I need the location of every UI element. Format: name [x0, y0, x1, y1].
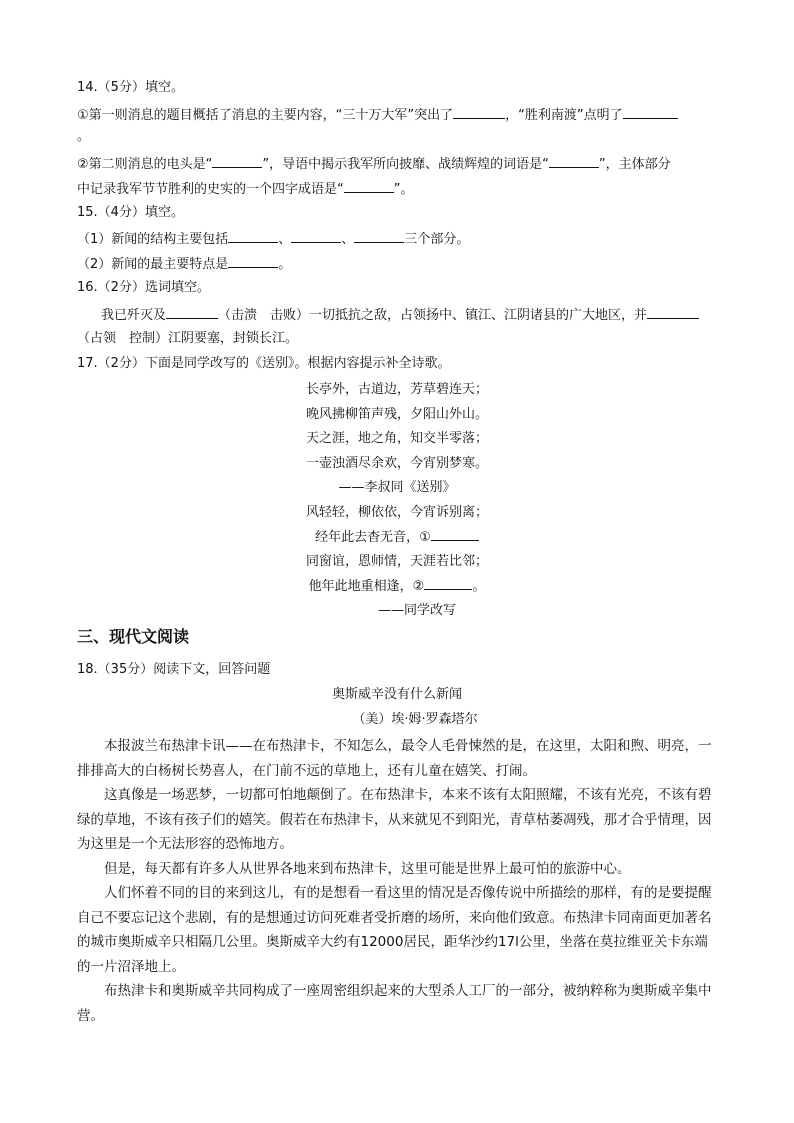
- q15-blank-3[interactable]: [354, 228, 404, 243]
- q16-line1: [101, 304, 699, 326]
- q14-line3: [77, 178, 414, 200]
- q14-text: 中记录我军节节胜利的史实的一个四字成语是“: [77, 182, 344, 197]
- poem-blank-2[interactable]: [424, 575, 472, 590]
- poem-line: 天之涯，地之角，知交半零落；: [305, 431, 488, 447]
- q14-text: ，“胜利南渡”点明了: [505, 108, 623, 123]
- article-paragraph: 但是，每天都有许多人从世界各地来到布热津卡，这里可能是世界上最可怕的旅游中心。: [104, 860, 631, 877]
- q14-blank-3[interactable]: [212, 153, 262, 168]
- article-paragraph: 人们怀着不同的目的来到这儿，有的是想看一看这里的情况是否像传说中所描绘的那样，有的是要提醒自己不要忘记这个悲剧，有的是想通过访问死难者受折磨的场所，来向他们致意。布热津卡同南面更加著名的城市奥斯威辛只相隔几公里。奥斯威辛大约有12000居民，距华沙约17l公里，坐落在莫拉维亚关卡东端的一片沼泽地上。: [77, 885, 712, 975]
- poem-attribution: ——同学改写: [377, 603, 456, 619]
- poem-original: [0, 378, 794, 624]
- q14-blank-5[interactable]: [344, 178, 394, 193]
- poem-line: [0, 575, 794, 600]
- q15-line2: [77, 253, 291, 275]
- q14-text: ②第二则消息的电头是“: [77, 157, 213, 172]
- poem-line: 同窗谊，恩师情，天涯若比邻；: [305, 554, 488, 570]
- poem-line: 晚风拂柳笛声残，夕阳山外山。: [305, 406, 488, 422]
- poem-line: 风轻轻，柳依依，今宵诉别离；: [305, 504, 488, 520]
- section-title: 三、现代文阅读: [77, 627, 190, 646]
- poem-text: 。: [472, 578, 486, 594]
- article-author: （美）埃·姆·罗森塔尔: [352, 712, 478, 727]
- q16-header: 16.（2分）选词填空。: [77, 280, 210, 295]
- q15-blank-1[interactable]: [228, 228, 278, 243]
- q15-blank-2[interactable]: [291, 228, 341, 243]
- q15-text: 、: [341, 232, 355, 247]
- q16-blank-2[interactable]: [647, 304, 699, 319]
- poem-blank-1[interactable]: [431, 526, 479, 541]
- article-body: [77, 734, 717, 1028]
- q14-blank-2[interactable]: [623, 104, 678, 119]
- q15-blank-4[interactable]: [228, 253, 278, 268]
- q15-text: 三个部分。: [404, 232, 470, 247]
- q14-text: ①第一则消息的题目概括了消息的主要内容，“三十万大军”突出了: [77, 108, 454, 123]
- q15-line1: [77, 228, 469, 250]
- q14-line1-end: 。: [77, 129, 91, 144]
- q15-text: 、: [278, 232, 292, 247]
- article-paragraph: 这真像是一场恶梦，一切都可怕地颠倒了。在布热津卡，本来不该有太阳照耀，不该有光亮，不该有碧绿的草地，不该有孩子们的嬉笑。假若在布热津卡，从来就见不到阳光，青草枯萎凋残，那才合乎情理，因为这里是一个无法形容的恐怖地方。: [77, 787, 712, 852]
- q16-text: （击溃 击败）一切抵抗之敌，占领扬中、镇江、江阴诸县的广大地区，并: [218, 308, 648, 323]
- poem-text: 他年此地重相逢，②: [308, 578, 425, 594]
- article-paragraph: 布热津卡和奥斯威辛共同构成了一座周密组织起来的大型杀人工厂的一部分，被纳粹称为奥斯威辛集中营。: [77, 983, 712, 1024]
- q17-header: 17.（2分）下面是同学改写的《送别》。根据内容提示补全诗歌。: [77, 356, 451, 371]
- poem-line: 一壶浊酒尽余欢，今宵别梦寒。: [305, 455, 488, 471]
- poem-line: 长亭外，古道边，芳草碧连天；: [305, 382, 488, 397]
- q15-text: （1）新闻的结构主要包括: [77, 232, 229, 247]
- q15-text: （2）新闻的最主要特点是: [77, 257, 229, 272]
- q14-line1: [77, 104, 678, 126]
- q14-blank-1[interactable]: [453, 104, 505, 119]
- q14-text: ”。: [393, 182, 414, 197]
- article-paragraph: 本报波兰布热津卡讯——在布热津卡，不知怎么，最令人毛骨悚然的是，在这里，太阳和煦、明亮，一排排高大的白杨树长势喜人，在门前不远的草地上，还有儿童在嬉笑、打闹。: [77, 738, 712, 779]
- article-title: 奥斯威辛没有什么新闻: [331, 687, 462, 702]
- q18-header: 18.（35分）阅读下文，回答问题: [77, 662, 271, 677]
- q14-line2: [77, 153, 671, 175]
- q16-line2: （占领 控制）江阴要塞，封锁长江。: [77, 331, 299, 346]
- poem-text: 经年此去杳无音，①: [315, 529, 431, 545]
- q15-header: 15.（4分）填空。: [77, 205, 184, 220]
- q16-text: 我已歼灭及: [101, 308, 167, 323]
- q16-blank-1[interactable]: [166, 304, 218, 319]
- q14-header: 14.（5分）填空。: [77, 80, 184, 95]
- poem-attribution: ——李叔同《送别》: [338, 480, 456, 496]
- poem-line: [0, 526, 794, 551]
- q14-blank-4[interactable]: [549, 153, 599, 168]
- q14-text: ”，导语中揭示我军所向披靡、战绩辉煌的词语是“: [262, 157, 549, 172]
- q15-text: 。: [278, 257, 292, 272]
- q14-text: ”，主体部分: [598, 157, 671, 172]
